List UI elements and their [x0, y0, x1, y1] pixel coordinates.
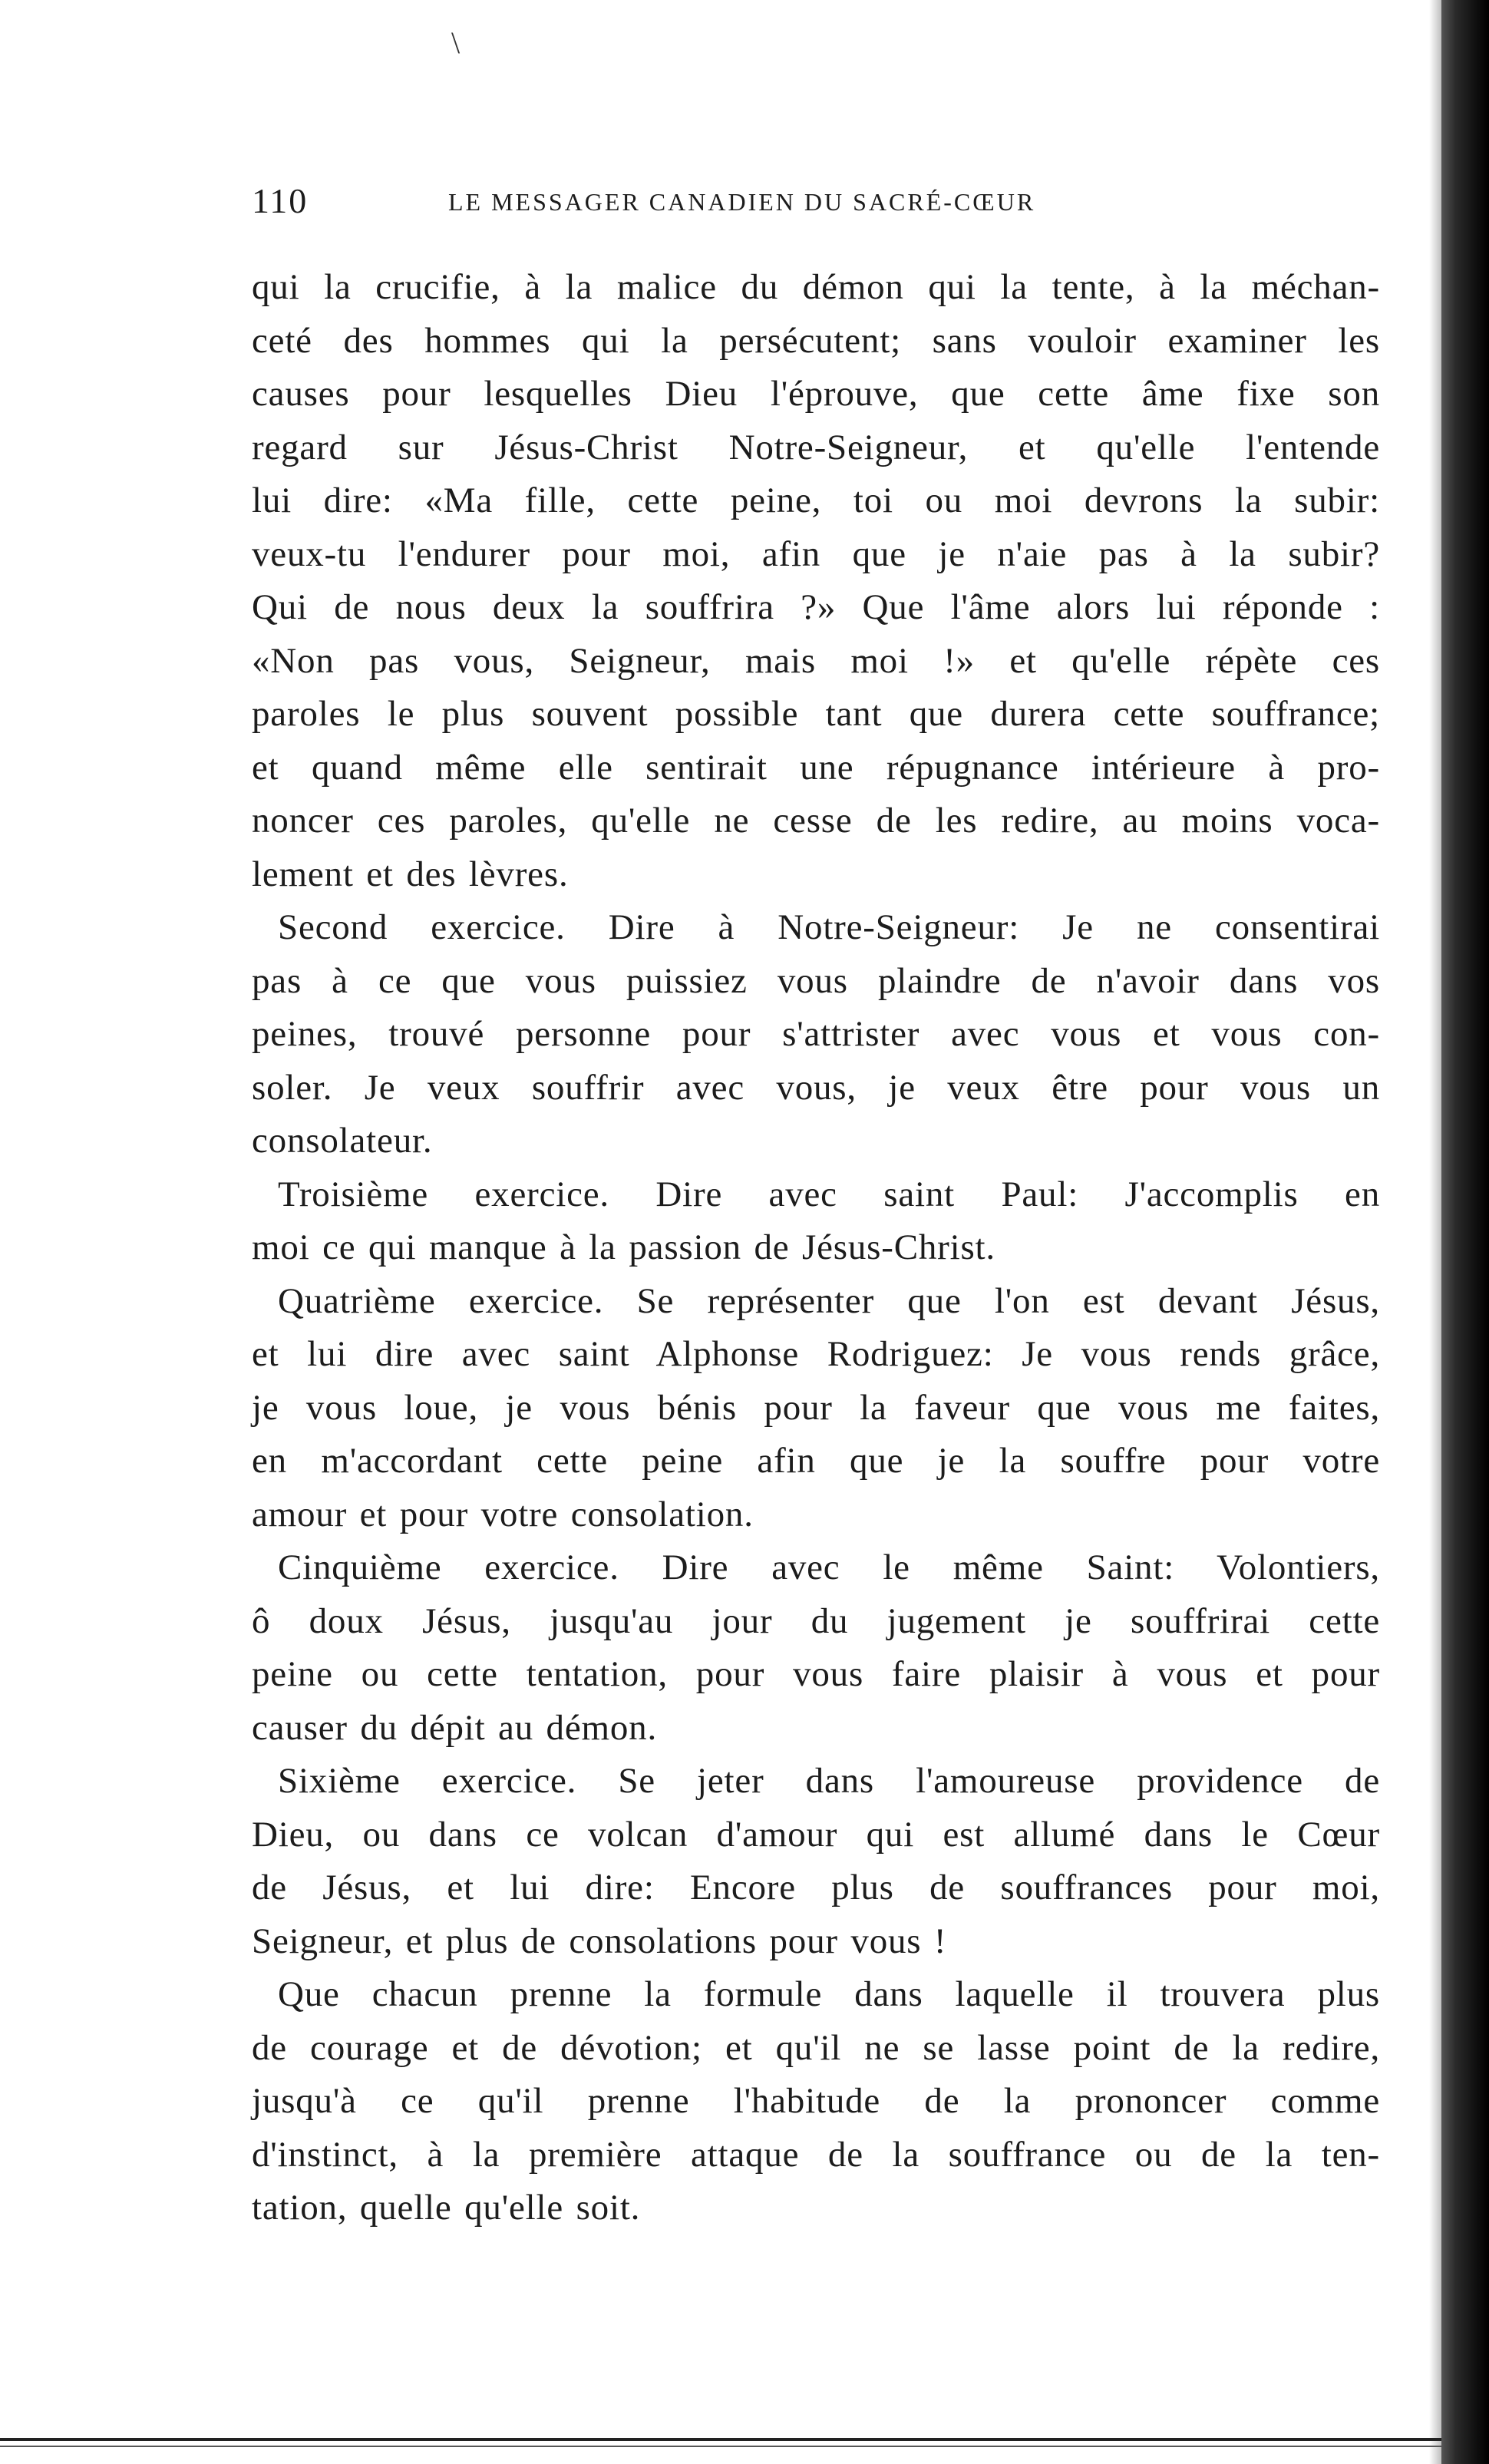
text-line: en m'accordant cette peine afin que je la souffre pour votre: [252, 1441, 1380, 1481]
text-line: Sixième exercice. Se jeter dans l'amoureuse providence de: [278, 1761, 1380, 1801]
text-line: soler. Je veux souffrir avec vous, je veux être pour vous un: [252, 1067, 1380, 1108]
text-line: Troisième exercice. Dire avec saint Paul: J'accomplis en: [278, 1174, 1380, 1214]
text-line: consolateur.: [252, 1121, 433, 1161]
text-line: amour et pour votre consolation.: [252, 1494, 754, 1534]
bottom-edge-line: [0, 2438, 1441, 2441]
text-line: Second exercice. Dire à Notre-Seigneur: Je ne consentirai: [278, 907, 1380, 947]
text-line: d'instinct, à la première attaque de la souffrance ou de la ten-: [252, 2134, 1380, 2175]
text-line: Dieu, ou dans ce volcan d'amour qui est allumé dans le Cœur: [252, 1814, 1380, 1855]
text-line: moi ce qui manque à la passion de Jésus-Christ.: [252, 1227, 995, 1267]
page-edge-dark-border: [1441, 0, 1489, 2464]
running-title: LE MESSAGER CANADIEN DU SACRÉ-CŒUR: [448, 188, 1036, 216]
text-line: veux-tu l'endurer pour moi, afin que je n'aie pas à la subir?: [252, 533, 1380, 574]
text-line: je vous loue, je vous bénis pour la faveur que vous me faites,: [252, 1387, 1380, 1428]
text-line: Qui de nous deux la souffrira ?» Que l'âme alors lui réponde :: [252, 587, 1380, 627]
text-line: causes pour lesquelles Dieu l'éprouve, que cette âme fixe son: [252, 374, 1380, 414]
text-line: paroles le plus souvent possible tant que durera cette souffrance;: [252, 694, 1380, 734]
text-line: Quatrième exercice. Se représenter que l'on est devant Jésus,: [278, 1280, 1380, 1321]
text-line: de courage et de dévotion; et qu'il ne se lasse point de la redire,: [252, 2027, 1380, 2068]
text-line: de Jésus, et lui dire: Encore plus de souffrances pour moi,: [252, 1868, 1380, 1907]
text-line: regard sur Jésus-Christ Notre-Seigneur, et qu'elle l'entende: [252, 427, 1380, 467]
text-line: noncer ces paroles, qu'elle ne cesse de les redire, au moins voca-: [252, 801, 1380, 841]
text-line: peines, trouvé personne pour s'attrister avec vous et vous con-: [252, 1014, 1380, 1054]
text-line: peine ou cette tentation, pour vous faire plaisir à vous et pour: [252, 1654, 1380, 1694]
text-line: Cinquième exercice. Dire avec le même Saint: Volontiers,: [278, 1547, 1380, 1587]
text-line: ceté des hommes qui la persécutent; sans vouloir examiner les: [252, 320, 1380, 361]
text-line: et quand même elle sentirait une répugnance intérieure à pro-: [252, 747, 1380, 788]
text-line: Seigneur, et plus de consolations pour vous !: [252, 1921, 947, 1961]
text-line: pas à ce que vous puissiez vous plaindre de n'avoir dans vos: [252, 960, 1380, 1001]
text-line: causer du dépit au démon.: [252, 1707, 658, 1748]
text-line: qui la crucifie, à la malice du démon qui la tente, à la méchan-: [252, 267, 1380, 307]
page-edge-shadow: [1429, 0, 1441, 2464]
body-text: [252, 261, 1380, 2235]
text-line: ô doux Jésus, jusqu'au jour du jugement je souffrirai cette: [252, 1600, 1380, 1641]
page-number: 110: [252, 181, 309, 220]
text-line: Que chacun prenne la formule dans laquelle il trouvera plus: [278, 1974, 1380, 2014]
page-header: [252, 178, 1188, 224]
text-line: tation, quelle qu'elle soit.: [252, 2188, 641, 2228]
text-line: lement et des lèvres.: [252, 854, 569, 894]
bottom-edge-line-secondary: [0, 2446, 1441, 2447]
text-line: «Non pas vous, Seigneur, mais moi !» et qu'elle répète ces: [252, 640, 1380, 681]
text-line: et lui dire avec saint Alphonse Rodriguez: Je vous rends grâce,: [252, 1334, 1380, 1374]
text-line: lui dire: «Ma fille, cette peine, toi ou moi devrons la subir:: [252, 481, 1380, 520]
top-mark: \: [451, 25, 461, 60]
text-line: jusqu'à ce qu'il prenne l'habitude de la prononcer comme: [252, 2081, 1380, 2121]
